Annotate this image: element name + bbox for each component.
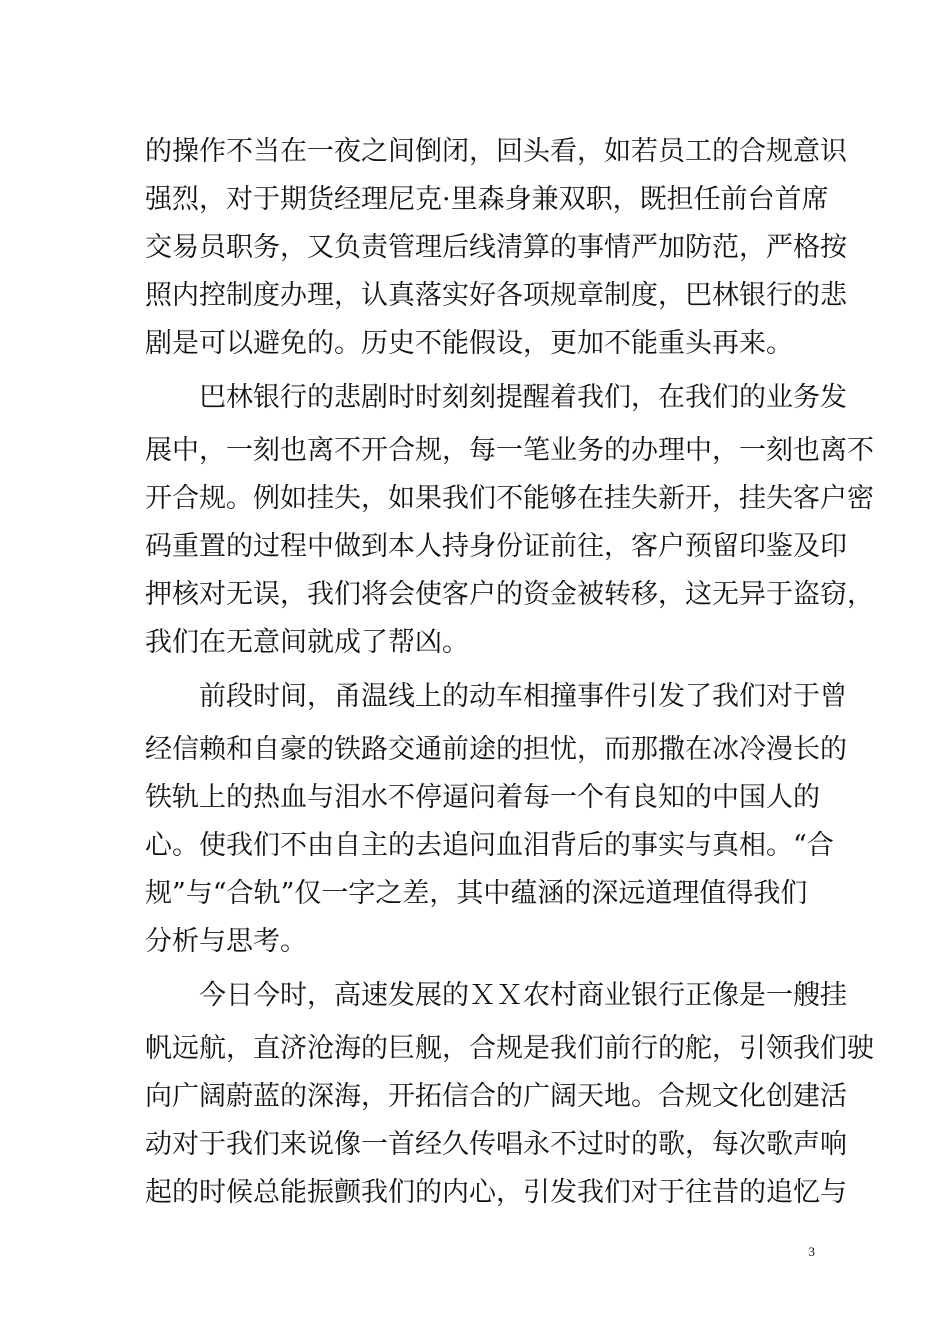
text-line: 剧是可以避免的。历史不能假设，更加不能重头再来。 <box>145 328 793 359</box>
text-line: 铁轨上的热血与泪水不停逼问着每一个有良知的中国人的 <box>145 782 820 813</box>
text-line: 强烈，对于期货经理尼克·里森身兼双职，既担任前台首席 <box>145 184 829 215</box>
text-line: 巴林银行的悲剧时时刻刻提醒着我们，在我们的业务发 <box>199 382 847 413</box>
text-line: 起的时候总能振颤我们的内心，引发我们对于往昔的追忆与 <box>145 1177 847 1208</box>
text-line: 前段时间，甬温线上的动车相撞事件引发了我们对于曾 <box>199 681 847 712</box>
text-line: 帆远航，直济沧海的巨舰，合规是我们前行的舵，引领我们驶 <box>145 1033 874 1064</box>
text-line: 向广阔蔚蓝的深海，开拓信合的广阔天地。合规文化创建活 <box>145 1081 847 1112</box>
text-line: 交易员职务，又负责管理后线清算的事情严加防范，严格按 <box>145 232 847 263</box>
text-line: 码重置的过程中做到本人持身份证前往，客户预留印鉴及印 <box>145 531 847 562</box>
text-line: 展中，一刻也离不开合规，每一笔业务的办理中，一刻也离不 <box>145 435 874 466</box>
text-line: 规”与“合轨”仅一字之差，其中蕴涵的深远道理值得我们 <box>145 878 808 909</box>
text-line: 动对于我们来说像一首经久传唱永不过时的歌，每次歌声响 <box>145 1129 847 1160</box>
text-line: 押核对无误，我们将会使客户的资金被转移，这无异于盗窃， <box>145 579 874 610</box>
text-line: 今日今时，高速发展的ＸＸ农村商业银行正像是一艘挂 <box>199 980 847 1011</box>
text-line: 心。使我们不由自主的去追问血泪背后的事实与真相。“合 <box>145 830 834 861</box>
text-line: 经信赖和自豪的铁路交通前途的担忧，而那撒在冰冷漫长的 <box>145 734 847 765</box>
text-line: 分析与思考。 <box>145 926 307 957</box>
page-number: 3 <box>808 1244 815 1259</box>
text-line: 开合规。例如挂失，如果我们不能够在挂失新开，挂失客户密 <box>145 483 874 514</box>
text-line: 的操作不当在一夜之间倒闭，回头看，如若员工的合规意识 <box>145 136 847 167</box>
text-line: 照内控制度办理，认真落实好各项规章制度，巴林银行的悲 <box>145 280 847 311</box>
text-line: 我们在无意间就成了帮凶。 <box>145 627 469 658</box>
